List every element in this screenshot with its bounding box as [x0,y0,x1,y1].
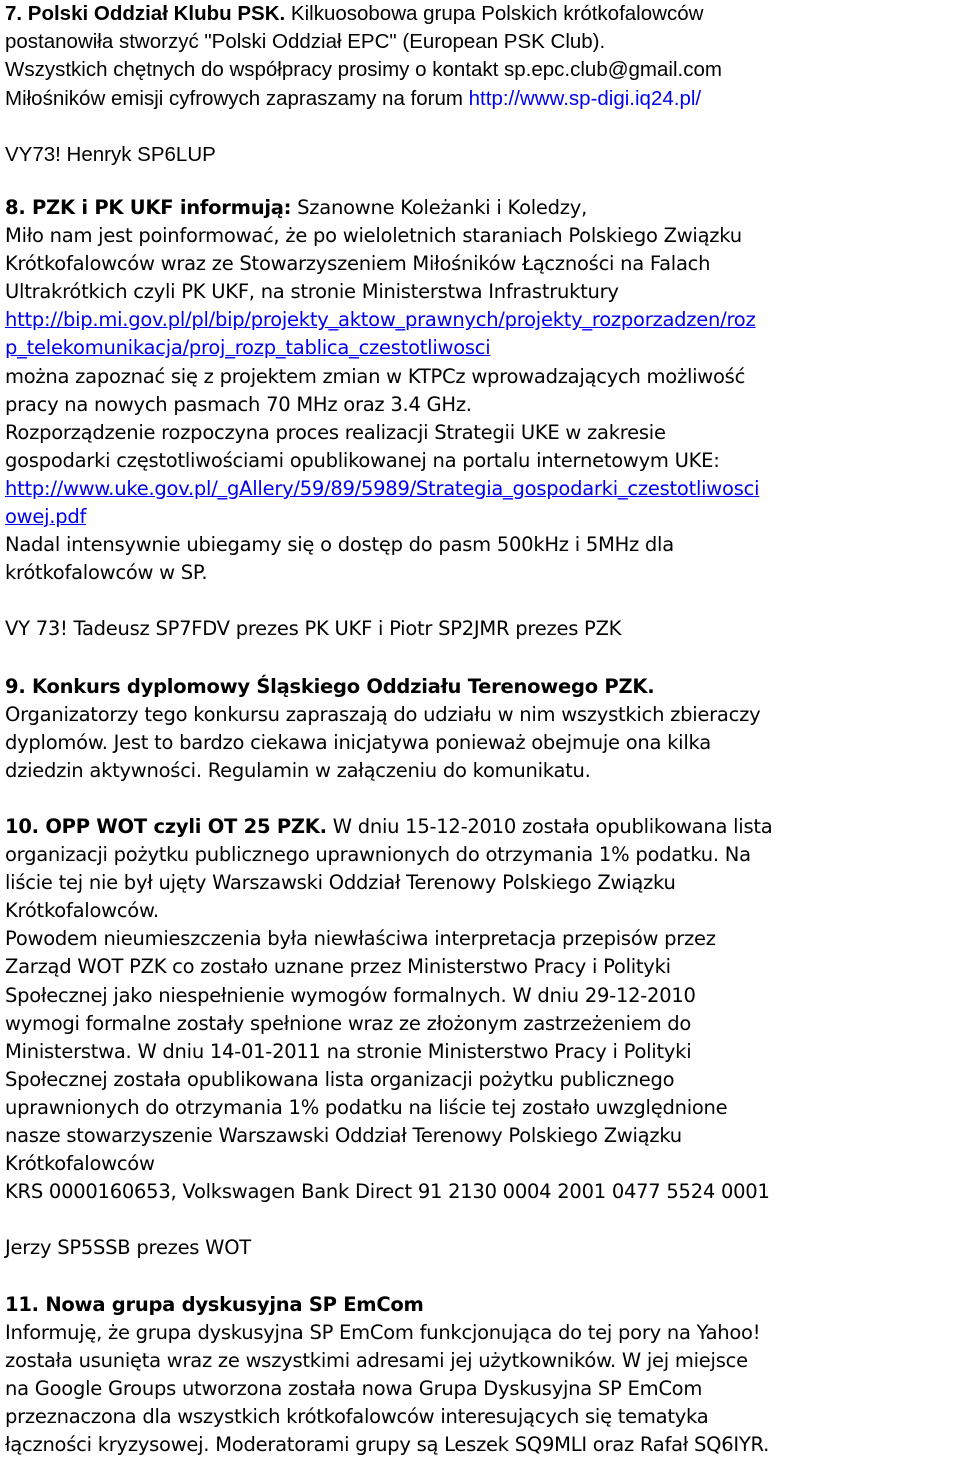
section-11-title: 11. Nowa grupa dyskusyjna SP EmCom [5,1293,424,1316]
section-10-line-3: liście tej nie był ujęty Warszawski Oddział Terenowy Polskiego Związku [5,871,676,895]
section-8-title: 8. PZK i PK UKF informują: [5,196,292,219]
section-10-line-7: Społecznej jako niespełnienie wymogów formalnych. W dniu 29-12-2010 [5,983,696,1007]
section-10-line-4: Krótkofalowców. [5,899,159,923]
section-11-line-1: Informuję, że grupa dyskusyjna SP EmCom funkcjonująca do tej pory na Yahoo! [5,1321,761,1345]
section-7-title: 7. Polski Oddział Klubu PSK. [5,2,286,25]
section-8-line-7: Rozporządzenie rozpoczyna proces realizacji Strategii UKE w zakresie [5,420,666,444]
section-8-line-4: Ultrakrótkich czyli PK UKF, na stronie Ministerstwa Infrastruktury [5,280,619,304]
section-9-line-1: Organizatorzy tego konkursu zapraszają do udziału w nim wszystkich zbieraczy [5,703,761,727]
section-10-line-12: nasze stowarzyszenie Warszawski Oddział Terenowy Polskiego Związku [5,1124,682,1148]
section-11-line-5: łączności kryzysowej. Moderatorami grupy są Leszek SQ9MLI oraz Rafał SQ6IYR. [5,1433,770,1457]
section-10 [5,813,960,1262]
section-10-line-11: uprawnionych do otrzymania 1% podatku na liście tej zostało uwzględnione [5,1095,728,1119]
section-8-line-9: Nadal intensywnie ubiegamy się o dostęp do pasm 500kHz i 5MHz dla [5,533,674,557]
section-11-line-2: została usunięta wraz ze wszystkimi adresami jej użytkowników. W jej miejsce [5,1349,748,1373]
bip-link-part-1[interactable]: http://bip.mi.gov.pl/pl/bip/projekty_aktow_prawnych/projekty_rozporzadzen/roz [5,308,756,332]
section-10-line-8: wymogi formalne zostały spełnione wraz ze złożonym zastrzeżeniem do [5,1011,692,1035]
section-10-line-5: Powodem nieumieszczenia była niewłaściwa interpretacja przepisów przez [5,927,716,951]
section-7-line-4: Miłośników emisji cyfrowych zapraszamy na forum http://www.sp-digi.iq24.pl/ [5,86,702,110]
section-9 [5,673,960,785]
section-10-signature: Jerzy SP5SSB prezes WOT [5,1236,251,1260]
section-8-signature: VY 73! Tadeusz SP7FDV prezes PK UKF i Piotr SP2JMR prezes PZK [5,617,622,641]
section-8-line-3: Krótkofalowców wraz ze Stowarzyszeniem Miłośników Łączności na Falach [5,252,711,276]
section-10-line-1: 10. OPP WOT czyli OT 25 PZK. W dniu 15-12-2010 została opublikowana lista [5,815,773,838]
section-9-line-2: dyplomów. Jest to bardzo ciekawa inicjatywa ponieważ obejmuje ona kilka [5,731,711,755]
uke-link-part-2[interactable]: owej.pdf [5,505,87,529]
forum-link[interactable]: http://www.sp-digi.iq24.pl/ [468,86,702,110]
section-8-line-5: można zapoznać się z projektem zmian w KTPCz wprowadzających możliwość [5,364,746,388]
section-10-line-13: Krótkofalowców [5,1152,155,1176]
section-11-line-3: na Google Groups utworzona została nowa Grupa Dyskusyjna SP EmCom [5,1377,703,1401]
section-8-line-1: 8. PZK i PK UKF informują: Szanowne Koleżanki i Koledzy, [5,196,588,219]
section-7-line-3: Wszystkich chętnych do współpracy prosimy o kontakt sp.epc.club@gmail.com [5,58,722,82]
section-9-line-3: dziedzin aktywności. Regulamin w załączeniu do komunikatu. [5,759,591,783]
section-8-line-2: Miło nam jest poinformować, że po wieloletnich staraniach Polskiego Związku [5,224,742,248]
section-7-signature: VY73! Henryk SP6LUP [5,142,216,166]
section-10-line-10: Społecznej została opublikowana lista organizacji pożytku publicznego [5,1067,675,1091]
section-10-line-9: Ministerstwa. W dniu 14-01-2011 na stronie Ministerstwo Pracy i Polityki [5,1039,692,1063]
uke-link-part-1[interactable]: http://www.uke.gov.pl/_gAllery/59/89/5989/Strategia_gospodarki_czestotliwosci [5,476,760,500]
section-8-line-8: gospodarki częstotliwościami opublikowanej na portalu internetowym UKE: [5,448,720,472]
section-10-title: 10. OPP WOT czyli OT 25 PZK. [5,815,327,838]
section-7-line-1: 7. Polski Oddział Klubu PSK. Kilkuosobowa grupa Polskich krótkofalowców [5,2,704,25]
section-8-line-10: krótkofalowców w SP. [5,561,208,585]
section-10-line-2: organizacji pożytku publicznego uprawnionych do otrzymania 1% podatku. Na [5,843,751,867]
bip-link-part-2[interactable]: p_telekomunikacja/proj_rozp_tablica_czestotliwosci [5,336,491,360]
section-9-title: 9. Konkurs dyplomowy Śląskiego Oddziału Terenowego PZK. [5,675,655,698]
section-7-line-2: postanowiła stworzyć "Polski Oddział EPC" (European PSK Club). [5,30,606,54]
section-10-line-6: Zarząd WOT PZK co zostało uznane przez Ministerstwo Pracy i Polityki [5,955,671,979]
section-8 [5,194,960,643]
section-7 [5,0,960,169]
section-10-krs-line: KRS 0000160653, Volkswagen Bank Direct 91 2130 0004 2001 0477 5524 0001 [5,1180,770,1204]
section-8-line-6: pracy na nowych pasmach 70 MHz oraz 3.4 GHz. [5,392,472,416]
section-11-line-4: przeznaczona dla wszystkich krótkofalowców interesujących się tematyka [5,1405,709,1429]
section-11 [5,1291,960,1460]
